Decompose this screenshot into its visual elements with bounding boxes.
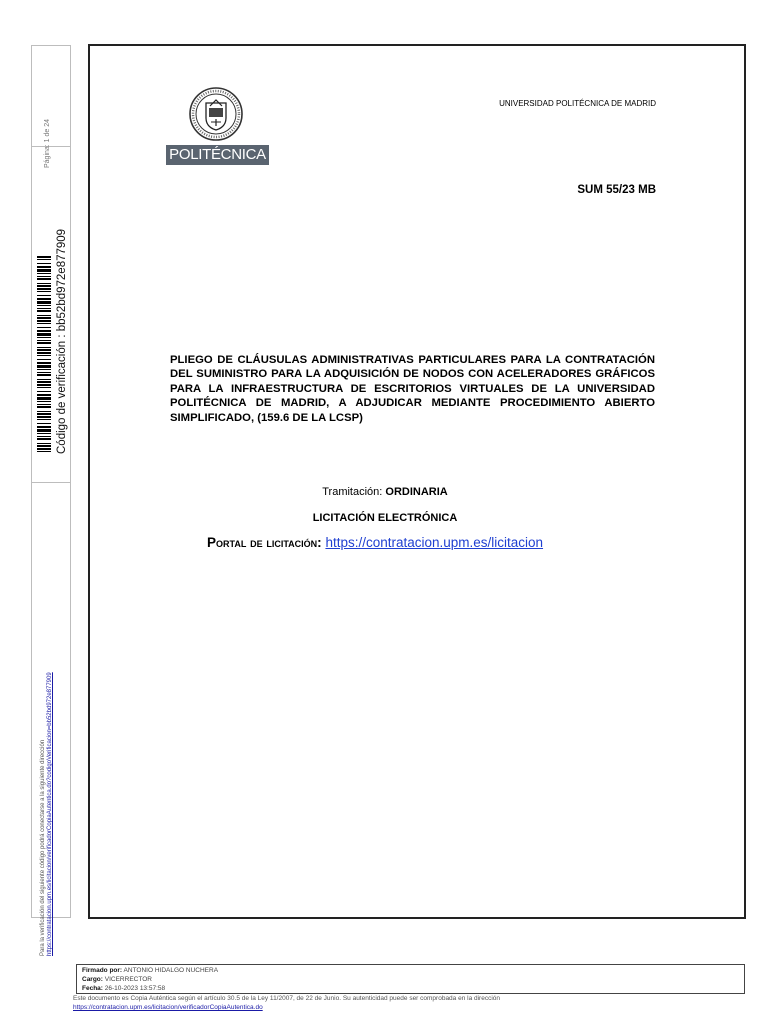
verification-instructions: Para la verificación del siguiente código podrá conectarse a la siguiente dirección [40,739,46,956]
date-label: Fecha: [82,985,103,992]
document-frame [88,44,746,919]
verification-link[interactable]: https://contratacion.upm.es/licitacion/verificadorCopiaAutentica.do?codigoVerificacion=bb52bd972e877909 [47,672,53,956]
document-title: PLIEGO DE CLÁUSULAS ADMINISTRATIVAS PARTICULARES PARA LA CONTRATACIÓN DEL SUMINISTRO PARA LA ADQUISICIÓN DE NODOS CON ACELERADORES GRÁFICOS PARA LA INFRAESTRUCTURA DE ESCRITORIOS VIRTUALES DE LA UNIVERSIDAD POLITÉCNICA DE MADRID, A ADJUDICAR MEDIANTE PROCEDIMIENTO ABIERTO SIMPLIFICADO, (159.6 DE LA LCSP) [170,354,655,424]
university-crest-icon [188,86,244,142]
authenticity-note: Este documento es Copia Auténtica según el artículo 30.5 de la Ley 11/2007, de 22 de Junio. Su autenticidad puede ser comprobada en la dirección [73,995,501,1002]
portal-link[interactable]: https://contratacion.upm.es/licitacion [325,535,544,550]
tramitacion-value: ORDINARIA [385,486,448,498]
strip-divider [32,146,70,147]
role-row [82,975,739,984]
portal-label: Portal de licitación: [207,535,322,550]
portal-line [207,535,543,550]
page-number: Página: 1 de 24 [44,118,51,168]
barcode-icon [37,256,51,452]
verification-code: Código de verificación : bb52bd972e877909 [56,228,68,454]
signed-by-value: ANTONIO HIDALGO NUCHERA [123,967,219,974]
role-label: Cargo: [82,976,103,983]
document-reference: SUM 55/23 MB [577,184,656,196]
licitacion-heading: LICITACIÓN ELECTRÓNICA [312,512,458,524]
politecnica-logo: POLITÉCNICA [166,145,269,165]
signature-box [76,964,745,994]
signed-by-row [82,966,739,975]
tramitacion-label: Tramitación: [322,486,383,498]
tramitacion-line [0,486,770,498]
verification-strip [31,45,71,956]
authenticity-link[interactable]: https://contratacion.upm.es/licitacion/verificadorCopiaAutentica.do [73,1004,263,1011]
signed-by-label: Firmado por: [82,967,123,974]
university-name: UNIVERSIDAD POLITÉCNICA DE MADRID [499,99,656,108]
date-row [82,984,739,993]
role-value: VICERRECTOR [104,976,152,983]
date-value: 26-10-2023 13:57:58 [104,985,166,992]
strip-divider [32,482,70,483]
